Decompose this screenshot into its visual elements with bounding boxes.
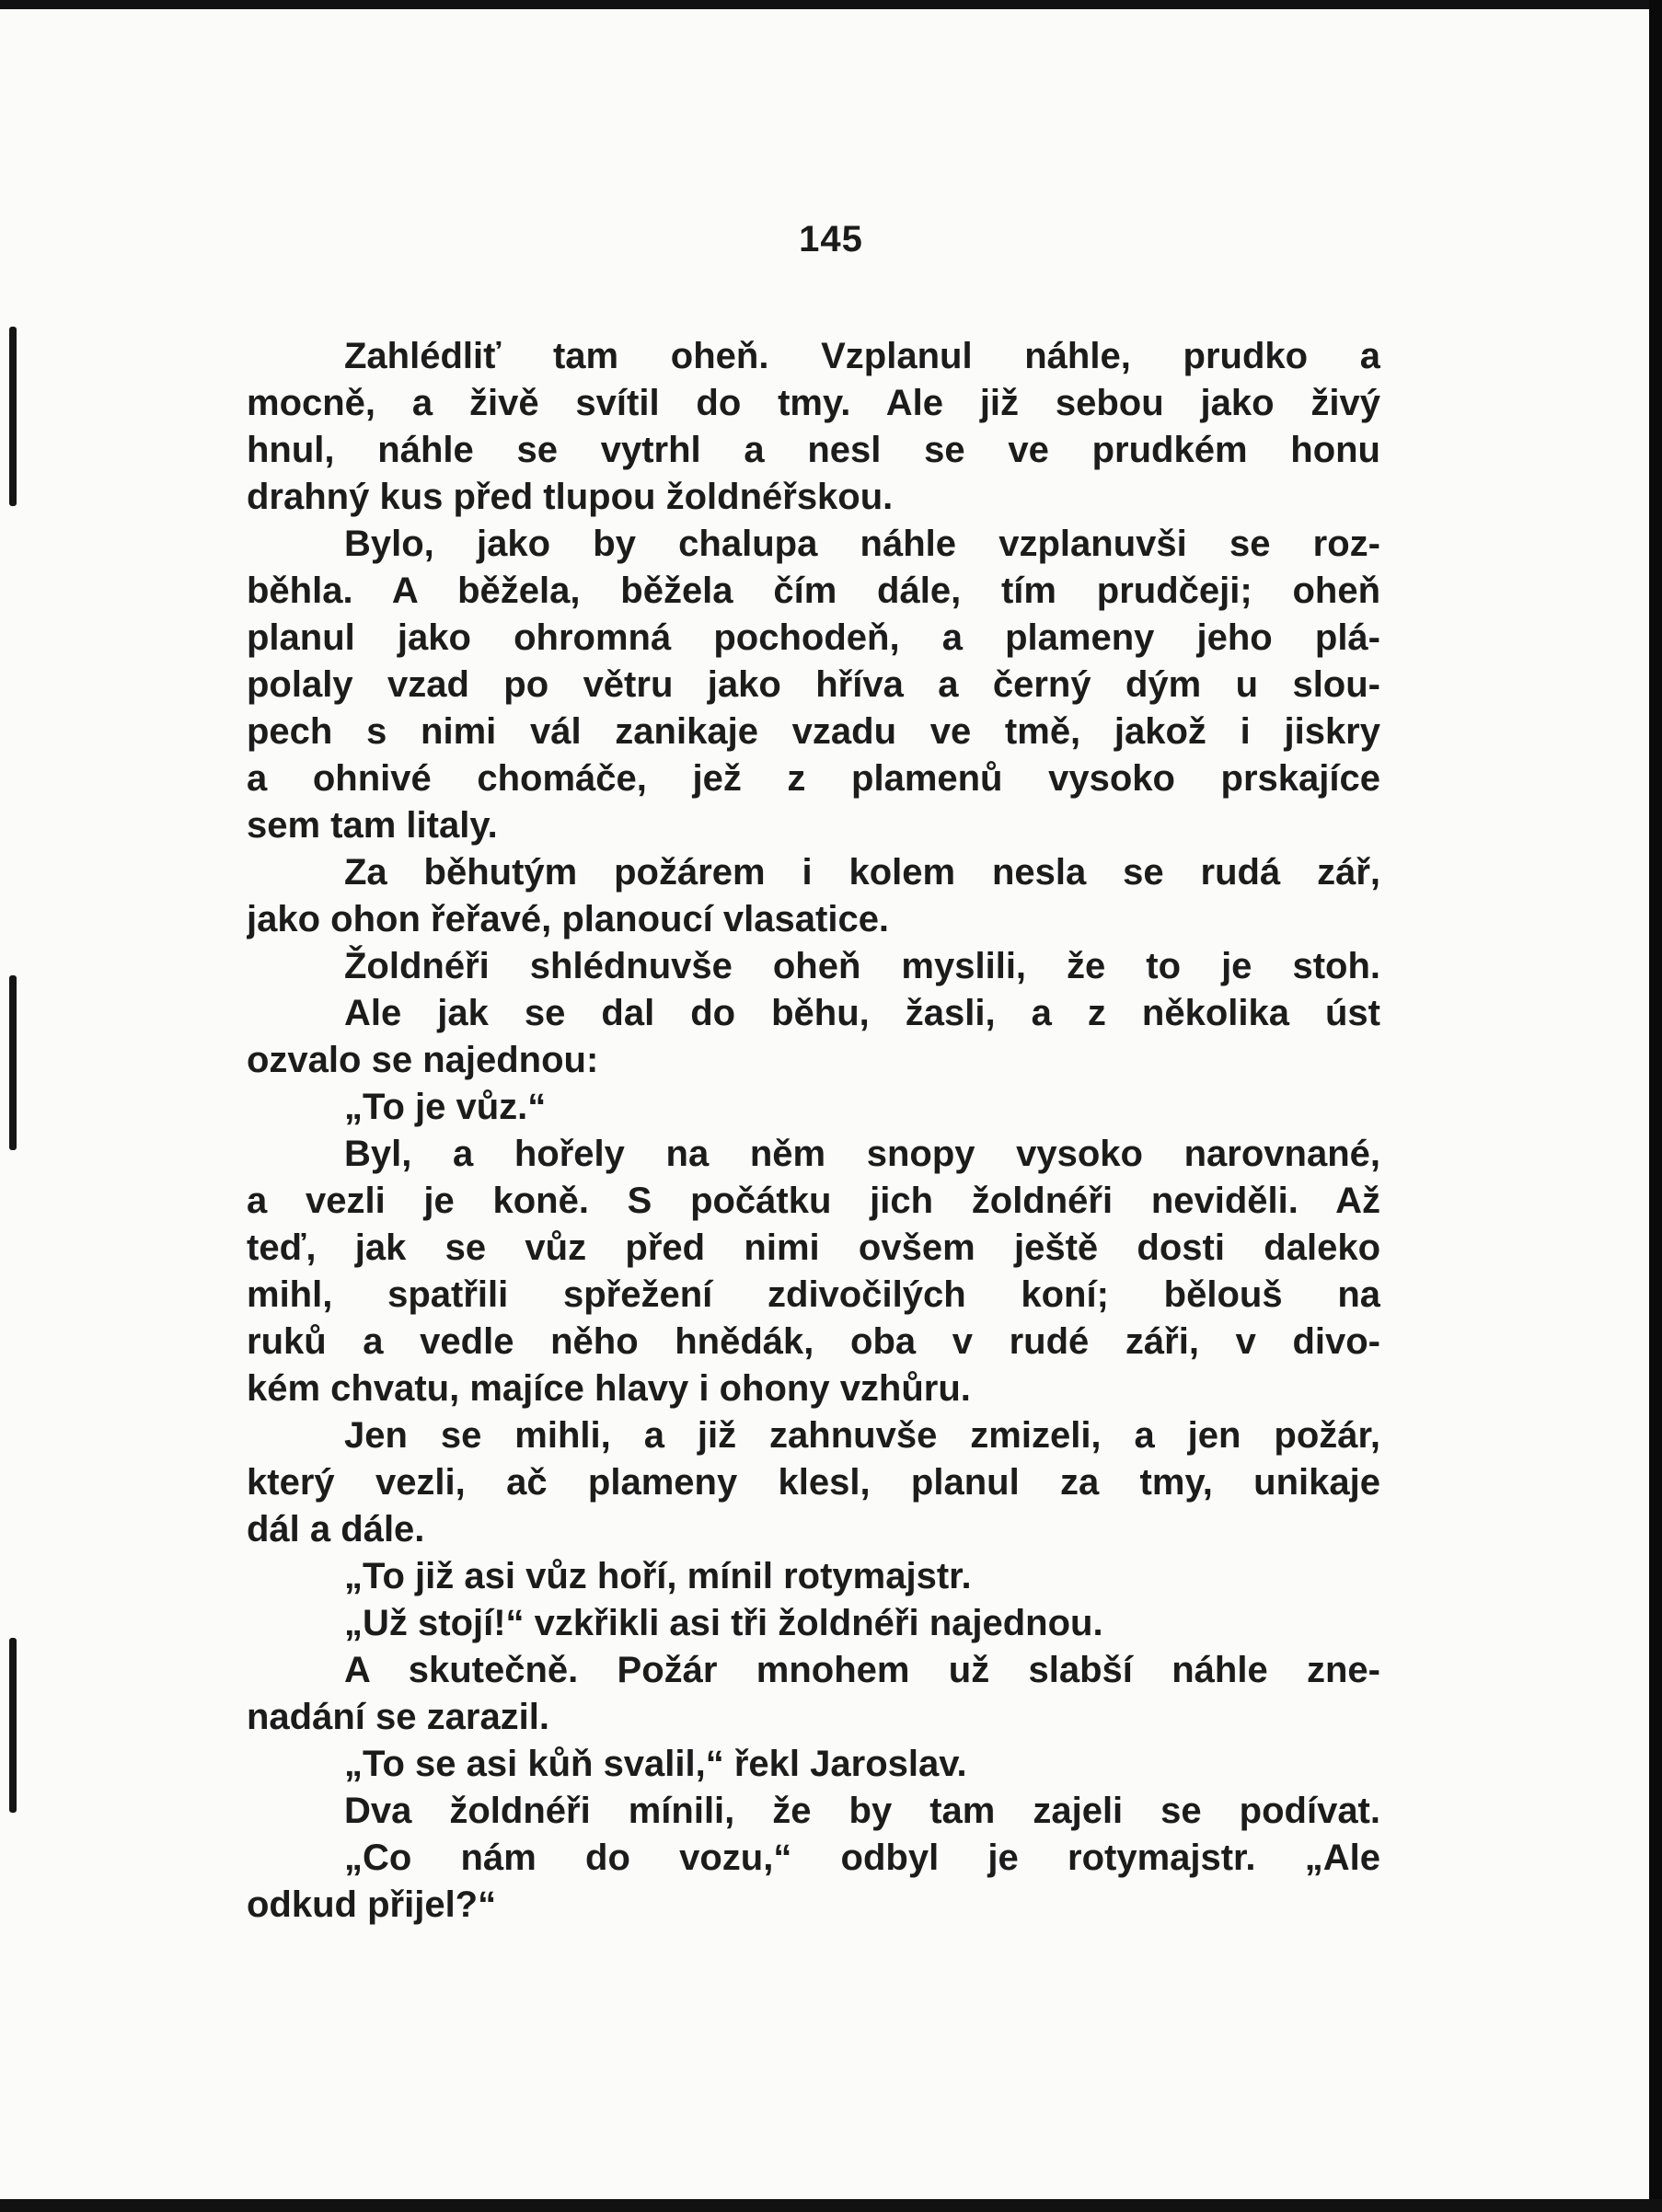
text-line: ruků a vedle něho hnědák, oba v rudé záři, v divo- [247,1321,1380,1362]
binding-mark [9,975,17,1150]
text-line: běhla. A běžela, běžela čím dále, tím prudčeji; oheň [247,570,1380,611]
text-line: polaly vzad po větru jako hříva a černý dým u slou- [247,664,1380,705]
text-line: teď, jak se vůz před nimi ovšem ještě dosti daleko [247,1227,1380,1268]
text-line: hnul, náhle se vytrhl a nesl se ve prudkém honu [247,430,1380,470]
text-line: Bylo, jako by chalupa náhle vzplanuvši se roz- [344,524,1380,564]
text-line: kém chvatu, majíce hlavy i ohony vzhůru. [247,1368,971,1409]
scan-edge-top [0,0,1662,9]
body-text [247,333,1380,1929]
text-line: Zahlédliť tam oheň. Vzplanul náhle, prudko a [344,336,1380,376]
text-line: „Už stojí!“ vzkřikli asi tři žoldnéři najednou. [344,1603,1103,1643]
text-line: Byl, a hořely na něm snopy vysoko narovnané, [344,1134,1380,1174]
text-line: „To je vůz.“ [344,1087,547,1127]
text-line: Žoldnéři shlédnuvše oheň myslili, že to je stoh. [344,946,1380,986]
text-line: jako ohon řeřavé, planoucí vlasatice. [247,899,890,939]
text-line: Za běhutým požárem i kolem nesla se rudá zář, [344,852,1380,893]
binding-mark [9,1638,17,1813]
text-line: „To se asi kůň svalil,“ řekl Jaroslav. [344,1744,967,1784]
scan-edge-right [1649,0,1662,2212]
text-line: „Co nám do vozu,“ odbyl je rotymajstr. „Ale [344,1838,1380,1878]
text-line: sem tam litaly. [247,805,498,846]
binding-mark [9,327,17,506]
text-line: drahný kus před tlupou žoldnéřskou. [247,477,894,517]
text-line: ozvalo se najednou: [247,1040,599,1080]
scan-edge-bottom [0,2199,1662,2212]
text-line: který vezli, ač plameny klesl, planul za tmy, unikaje [247,1462,1380,1503]
text-line: dál a dále. [247,1509,425,1550]
text-line: a ohnivé chomáče, jež z plamenů vysoko prskajíce [247,758,1380,799]
text-line: planul jako ohromná pochodeň, a plameny jeho plá- [247,617,1380,658]
text-line: „To již asi vůz hoří, mínil rotymajstr. [344,1556,972,1596]
text-line: Jen se mihli, a již zahnuvše zmizeli, a jen požár, [344,1415,1380,1456]
text-line: nadání se zarazil. [247,1697,550,1737]
text-line: mihl, spatřili spřežení zdivočilých koní; bělouš na [247,1274,1380,1315]
text-line: A skutečně. Požár mnohem už slabší náhle zne- [344,1650,1380,1690]
text-line: odkud přijel?“ [247,1884,497,1925]
text-line: mocně, a živě svítil do tmy. Ale již sebou jako živý [247,383,1380,423]
page-number: 145 [799,219,863,259]
text-line: a vezli je koně. S počátku jich žoldnéři neviděli. Až [247,1181,1380,1221]
text-line: pech s nimi vál zanikaje vzadu ve tmě, jakož i jiskry [247,711,1380,752]
text-line: Dva žoldnéři mínili, že by tam zajeli se podívat. [344,1791,1380,1831]
text-line: Ale jak se dal do běhu, žasli, a z několika úst [344,993,1380,1033]
